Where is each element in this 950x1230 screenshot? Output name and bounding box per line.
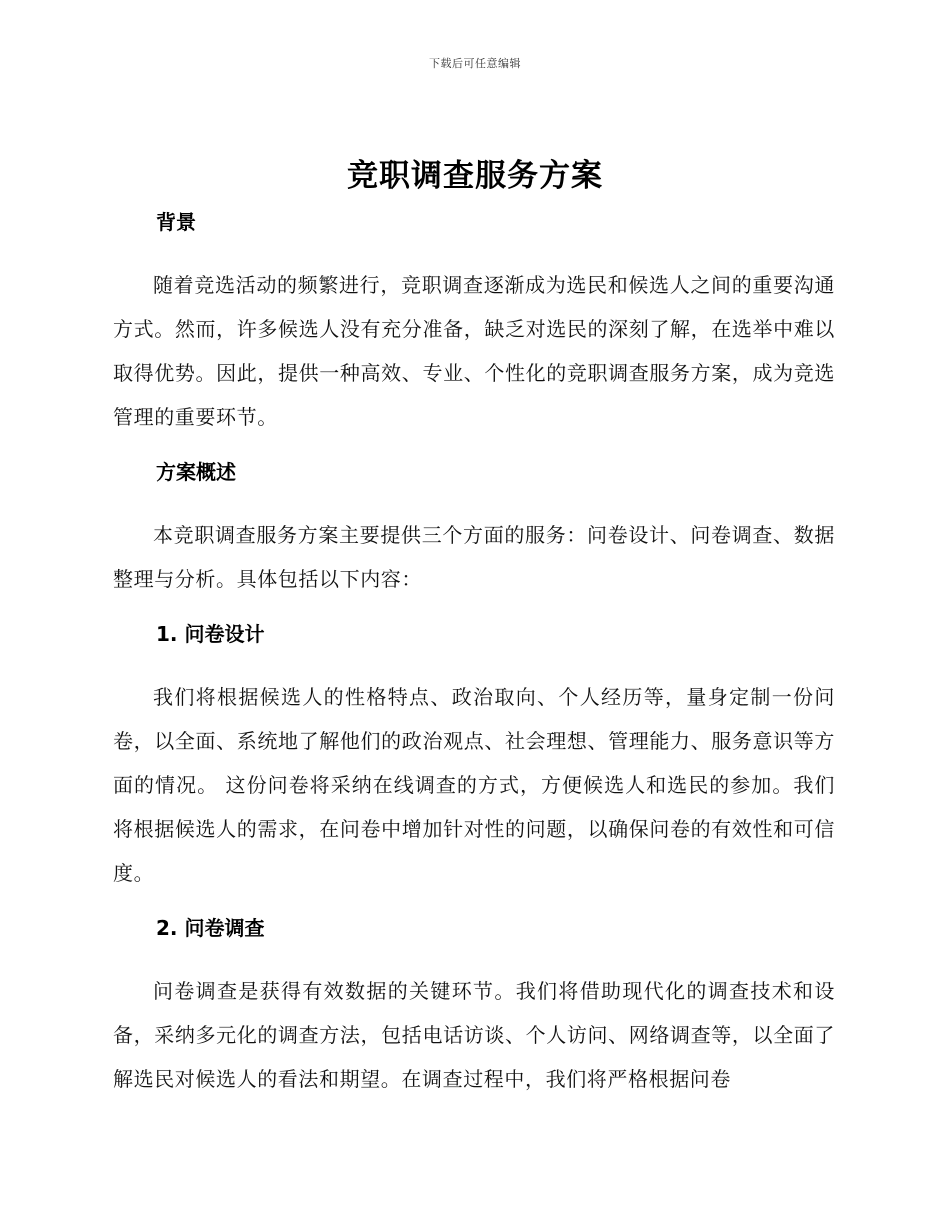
section-heading-background: 背景 xyxy=(156,210,196,234)
section-paragraph-overview: 本竞职调查服务方案主要提供三个方面的服务：问卷设计、问卷调查、数据整理与分析。具体包括以下内容： xyxy=(113,523,835,591)
document-title: 竞职调查服务方案 xyxy=(347,158,603,194)
section-paragraph-background: 随着竞选活动的频繁进行，竞职调查逐渐成为选民和候选人之间的重要沟通方式。然而，许多候选人没有充分准备，缺乏对选民的深刻了解，在选举中难以取得优势。因此，提供一种高效、专业、个性化的竞职调查服务方案，成为竞选管理的重要环节。 xyxy=(113,273,835,429)
header-note: 下载后可任意编辑 xyxy=(429,57,521,70)
section-paragraph-design: 我们将根据候选人的性格特点、政治取向、个人经历等，量身定制一份问卷，以全面、系统地了解他们的政治观点、社会理想、管理能力、服务意识等方面的情况。 这份问卷将采纳在线调查的方式，方便候选人和选民的参加。我们将根据候选人的需求，在问卷中增加针对性的问题，以确保问卷的有效性和可信度。 xyxy=(113,685,835,885)
section-paragraph-survey: 问卷调查是获得有效数据的关键环节。我们将借助现代化的调查技术和设备，采纳多元化的调查方法，包括电话访谈、个人访问、网络调查等，以全面了解选民对候选人的看法和期望。在调查过程中，我们将严格根据问卷 xyxy=(113,979,835,1091)
section-heading-survey: 2. 问卷调查 xyxy=(156,916,265,940)
section-heading-overview: 方案概述 xyxy=(156,460,236,484)
section-heading-design: 1. 问卷设计 xyxy=(156,622,265,646)
document-body xyxy=(113,205,835,1101)
